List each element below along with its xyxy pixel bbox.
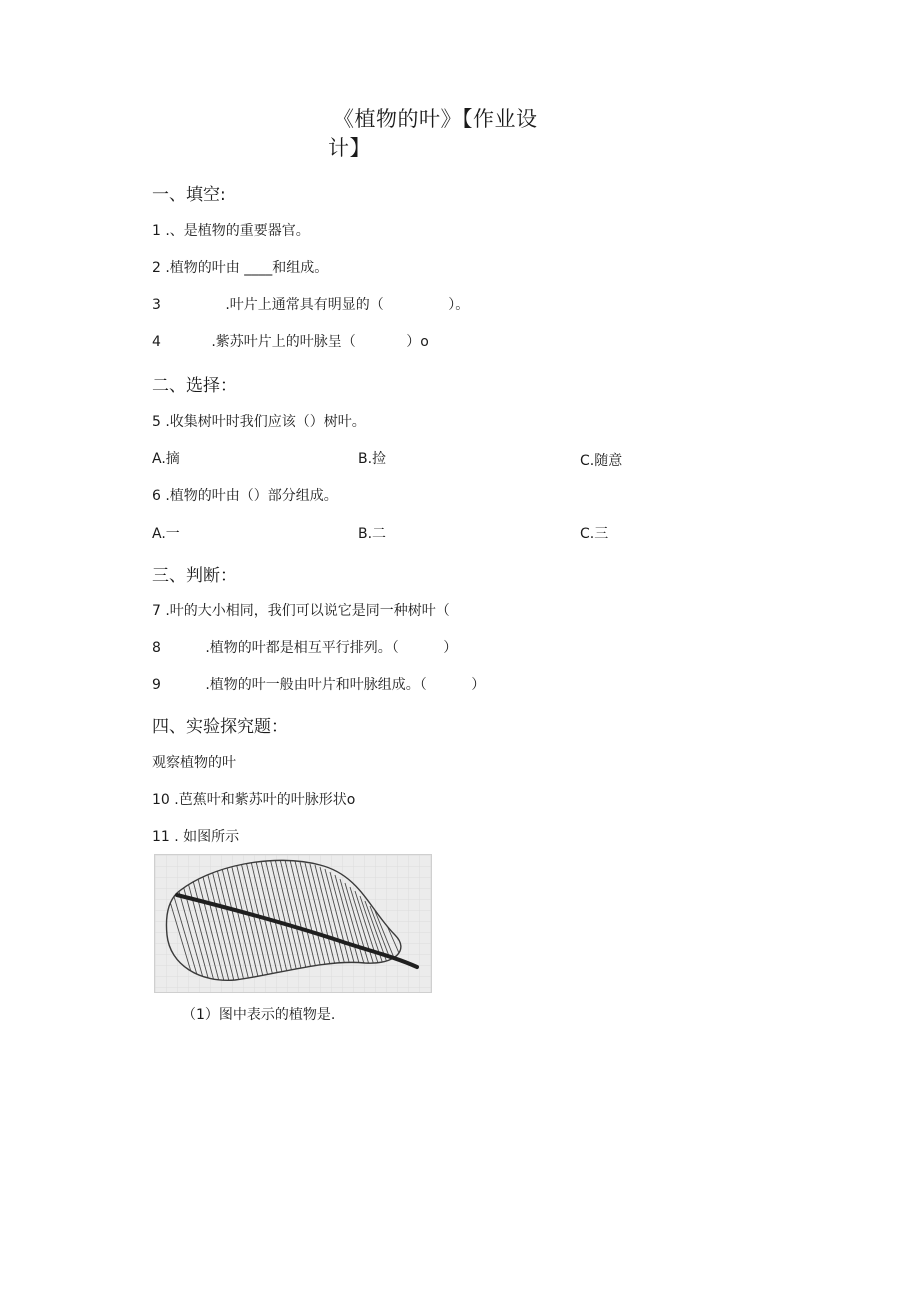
question-6: 6 .植物的叶由（）部分组成。 xyxy=(152,488,338,504)
sub-question-1: （1）图中表示的植物是. xyxy=(182,1007,336,1023)
question-1: 1 .、是植物的重要器官。 xyxy=(152,223,310,239)
observe-label: 观察植物的叶 xyxy=(152,755,236,771)
question-9: 9 .植物的叶一般由叶片和叶脉组成。（ ） xyxy=(152,677,486,693)
leaf-sketch-image xyxy=(155,855,431,992)
question-5: 5 .收集树叶时我们应该（）树叶。 xyxy=(152,414,366,430)
q5-option-c: C.随意 xyxy=(580,453,623,469)
question-2: 2 .植物的叶由 ____和组成。 xyxy=(152,260,329,276)
question-8: 8 .植物的叶都是相互平行排列。（ ） xyxy=(152,640,458,656)
q6-option-b: B.二 xyxy=(358,526,387,542)
q5-option-a: A.摘 xyxy=(152,451,180,467)
question-10: 10 .芭蕉叶和紫苏叶的叶脉形状o xyxy=(152,792,356,808)
q6-option-c: C.三 xyxy=(580,526,609,542)
section-true-false: 三、判断： xyxy=(152,566,237,586)
page-title-line1: 《植物的叶》【作业设 xyxy=(333,107,538,131)
section-experiment: 四、实验探究题： xyxy=(152,717,288,737)
question-3: 3 .叶片上通常具有明显的（ ）。 xyxy=(152,297,470,313)
question-7: 7 .叶的大小相同，我们可以说它是同一种树叶（ xyxy=(152,603,450,619)
leaf-drawing xyxy=(154,854,432,993)
question-11: 11 . 如图所示 xyxy=(152,829,240,845)
section-fill-in: 一、填空: xyxy=(152,185,226,205)
q5-option-b: B.捡 xyxy=(358,451,387,467)
section-choice: 二、选择： xyxy=(152,376,237,396)
page-title-line2: 计】 xyxy=(328,136,371,160)
q6-option-a: A.一 xyxy=(152,526,180,542)
question-4: 4 .紫苏叶片上的叶脉呈（ ）o xyxy=(152,334,429,350)
